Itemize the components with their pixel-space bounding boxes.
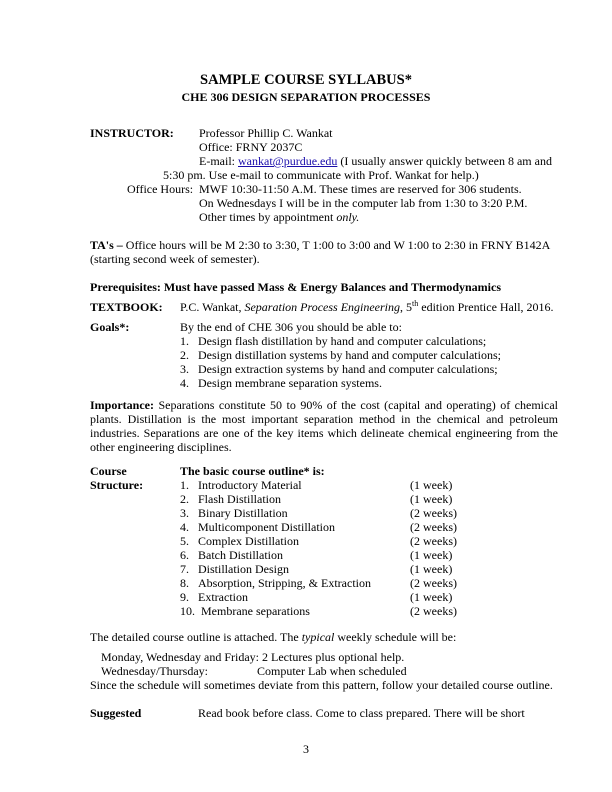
outline-topic: Complex Distillation <box>198 534 299 548</box>
prereq-label: Prerequisites: <box>90 280 161 294</box>
page-title: SAMPLE COURSE SYLLABUS* <box>200 72 412 88</box>
importance-text: Separations constitute 50 to 90% of the cost (capital and operating) of chemical plants. Distillation is the most important separation method in the chemical and petroleum industries. Separations are one of the key items which delineate chemical engineering from the other engineering disciplines. <box>90 398 558 454</box>
outline-topic: Absorption, Stripping, & Extraction <box>198 576 371 590</box>
outline-duration: (2 weeks) <box>410 534 457 548</box>
schedule-intro-end: weekly schedule will be: <box>334 630 457 644</box>
outline-duration: (1 week) <box>410 562 453 576</box>
outline-duration: (2 weeks) <box>410 604 457 618</box>
goal-item: 3. Design extraction systems by hand and computer calculations; <box>180 362 498 376</box>
email-note-continued: 5:30 pm. Use e-mail to communicate with Prof. Wankat for help.) <box>163 168 479 182</box>
outline-num: 7. <box>180 562 189 576</box>
schedule-row-lab-value: Computer Lab when scheduled <box>257 664 407 678</box>
outline-duration: (1 week) <box>410 492 453 506</box>
suggested-label: Suggested <box>90 706 142 720</box>
office-hours-label: Office Hours: <box>127 182 194 196</box>
outline-num: 6. <box>180 548 189 562</box>
schedule-note: Since the schedule will sometimes deviate from this pattern, follow your detailed course outline. <box>90 678 553 692</box>
outline-duration: (1 week) <box>410 478 453 492</box>
office-hours-line-1: MWF 10:30-11:50 A.M. These times are reserved for 306 students. <box>199 182 522 196</box>
outline-topic: Introductory Material <box>198 478 302 492</box>
instructor-label: INSTRUCTOR: <box>90 126 174 140</box>
instructor-email-line <box>199 154 552 168</box>
outline-num: 4. <box>180 520 189 534</box>
outline-duration: (2 weeks) <box>410 520 457 534</box>
structure-heading: The basic course outline* is: <box>180 464 325 478</box>
ta-line-2: (starting second week of semester). <box>90 252 260 266</box>
suggested-text: Read book before class. Come to class prepared. There will be short <box>198 706 525 720</box>
office-hours-line-2: On Wednesdays I will be in the computer lab from 1:30 to 3:20 P.M. <box>199 196 528 210</box>
email-note: (I usually answer quickly between 8 am and <box>337 154 552 168</box>
ta-label: TA's – <box>90 238 123 252</box>
outline-num: 10. <box>180 604 195 618</box>
schedule-row-lectures: Monday, Wednesday and Friday: 2 Lectures plus optional help. <box>101 650 405 664</box>
instructor-name: Professor Phillip C. Wankat <box>199 126 333 140</box>
textbook-edition-suffix: th <box>412 299 419 308</box>
goal-item: 1. Design flash distillation by hand and computer calculations; <box>180 334 487 348</box>
outline-topic: Distillation Design <box>198 562 289 576</box>
course-subtitle: CHE 306 DESIGN SEPARATION PROCESSES <box>181 90 431 104</box>
textbook-title: Separation Process Engineering <box>244 300 401 314</box>
email-prefix: E-mail: <box>199 154 238 168</box>
outline-duration: (2 weeks) <box>410 506 457 520</box>
outline-num: 2. <box>180 492 189 506</box>
textbook-publisher: edition Prentice Hall, 2016. <box>418 300 554 314</box>
outline-topic: Multicomponent Distillation <box>198 520 335 534</box>
email-link[interactable]: wankat@purdue.edu <box>238 154 338 168</box>
outline-topic: Binary Distillation <box>198 506 288 520</box>
office-hours-line-3-emphasis: only. <box>336 210 360 224</box>
prerequisites <box>90 280 501 294</box>
structure-label-course: Course <box>90 464 127 478</box>
goals-label: Goals*: <box>90 320 130 334</box>
schedule-row-lab-label: Wednesday/Thursday: <box>101 664 209 678</box>
schedule-intro-text: The detailed course outline is attached. The <box>90 630 302 644</box>
outline-topic: Batch Distillation <box>198 548 283 562</box>
outline-topic: Extraction <box>198 590 248 604</box>
schedule-intro-emphasis: typical <box>301 630 335 644</box>
outline-topic: Flash Distillation <box>198 492 282 506</box>
structure-label-structure: Structure: <box>90 478 144 492</box>
importance-label: Importance: <box>90 398 154 412</box>
textbook-edition: , 5 <box>400 300 413 314</box>
ta-hours: Office hours will be M 2:30 to 3:30, T 1:00 to 3:00 and W 1:00 to 2:30 in FRNY B142A <box>122 238 551 252</box>
importance-paragraph <box>90 398 558 454</box>
outline-topic: Membrane separations <box>201 604 310 618</box>
goal-item: 2. Design distillation systems by hand and computer calculations; <box>180 348 501 362</box>
schedule-intro <box>90 630 456 644</box>
office-hours-line-3-text: Other times by appointment <box>199 210 337 224</box>
goal-item: 4. Design membrane separation systems. <box>180 376 382 390</box>
outline-num: 9. <box>180 590 189 604</box>
outline-duration: (1 week) <box>410 548 453 562</box>
textbook-citation <box>180 300 554 314</box>
office-hours-line-3 <box>199 210 359 224</box>
page-number: 3 <box>303 742 309 756</box>
goals-intro: By the end of CHE 306 you should be able to: <box>180 320 402 334</box>
outline-num: 8. <box>180 576 189 590</box>
outline-num: 5. <box>180 534 189 548</box>
prereq-text: Must have passed Mass & Energy Balances and Thermodynamics <box>160 280 502 294</box>
outline-num: 1. <box>180 478 189 492</box>
outline-num: 3. <box>180 506 189 520</box>
ta-line-1 <box>90 238 550 252</box>
textbook-label: TEXTBOOK: <box>90 300 163 314</box>
outline-duration: (2 weeks) <box>410 576 457 590</box>
textbook-author: P.C. Wankat, <box>180 300 245 314</box>
instructor-office: Office: FRNY 2037C <box>199 140 303 154</box>
outline-duration: (1 week) <box>410 590 453 604</box>
